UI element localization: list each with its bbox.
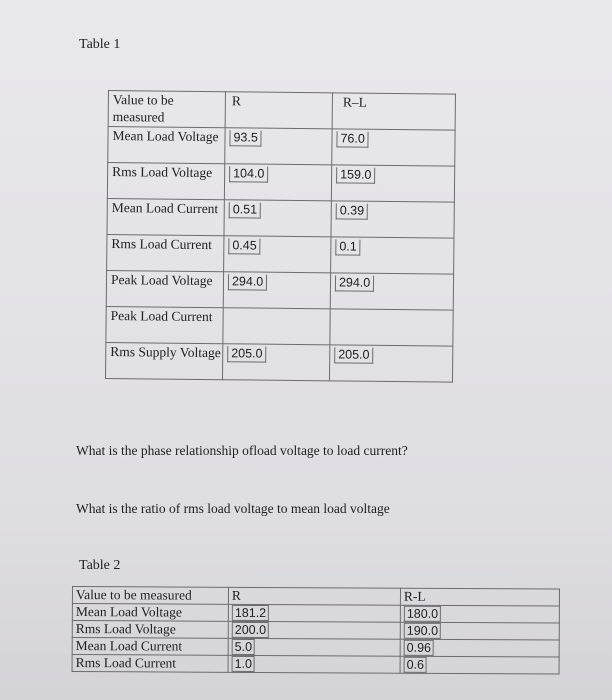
cell-r: 1.0 (232, 656, 255, 672)
cell-r: 181.2 (232, 605, 269, 621)
cell-rl: 294.0 (335, 275, 374, 291)
cell-r: 200.0 (232, 622, 269, 638)
cell-r: 104.0 (229, 166, 268, 182)
header-col-rl: R–L (342, 94, 367, 110)
table2-caption: Table 2 (79, 558, 121, 573)
row-label: Peak Load Current (106, 306, 223, 343)
cell-rl: 159.0 (336, 167, 375, 183)
cell-rl: 0.39 (336, 203, 369, 219)
table-row (107, 198, 454, 238)
question-phase-relationship: What is the phase relationship ofload voltage to load current? (76, 443, 408, 458)
row-label: Rms Load Voltage (72, 621, 228, 639)
row-label: Rms Load Current (107, 234, 224, 271)
table-row (72, 655, 559, 675)
row-label: Mean Load Voltage (108, 127, 225, 164)
cell-r: 205.0 (227, 346, 266, 362)
row-label: Mean Load Voltage (72, 604, 228, 622)
header-label: Value to be measured (108, 91, 225, 128)
cell-r: 93.5 (229, 130, 262, 146)
header-col-r: R (228, 587, 400, 605)
table-row (106, 270, 453, 310)
row-label: Rms Load Voltage (107, 163, 224, 200)
table-row (107, 163, 454, 203)
cell-rl: 205.0 (334, 347, 373, 363)
table-1 (105, 90, 456, 383)
cell-rl-empty (330, 309, 453, 346)
cell-rl: 0.96 (404, 640, 434, 656)
header-col-r: R (231, 93, 241, 109)
header-col-rl: R-L (400, 588, 559, 606)
cell-rl: 0.1 (335, 239, 361, 255)
table-row (105, 342, 452, 382)
cell-rl: 0.6 (404, 657, 427, 673)
header-label: Value to be measured (72, 587, 228, 605)
cell-r: 294.0 (228, 274, 267, 290)
table1-caption: Table 1 (79, 37, 121, 52)
cell-r-empty (223, 308, 330, 345)
row-label: Mean Load Current (107, 198, 224, 235)
cell-rl: 76.0 (336, 131, 369, 147)
table-row (108, 127, 455, 167)
cell-rl: 190.0 (404, 623, 441, 639)
table-row (107, 234, 454, 274)
cell-r: 5.0 (232, 639, 255, 655)
cell-rl: 180.0 (404, 606, 441, 622)
row-label: Peak Load Voltage (106, 270, 223, 307)
row-label: Rms Supply Voltage (105, 342, 222, 379)
table-row (106, 306, 453, 346)
cell-r: 0.45 (228, 238, 261, 254)
cell-r: 0.51 (229, 202, 262, 218)
table-header-row (108, 91, 455, 131)
row-label: Mean Load Current (72, 638, 228, 656)
row-label: Rms Load Current (72, 655, 228, 673)
question-rms-ratio: What is the ratio of rms load voltage to mean load voltage (76, 501, 390, 516)
table-2 (72, 586, 560, 675)
